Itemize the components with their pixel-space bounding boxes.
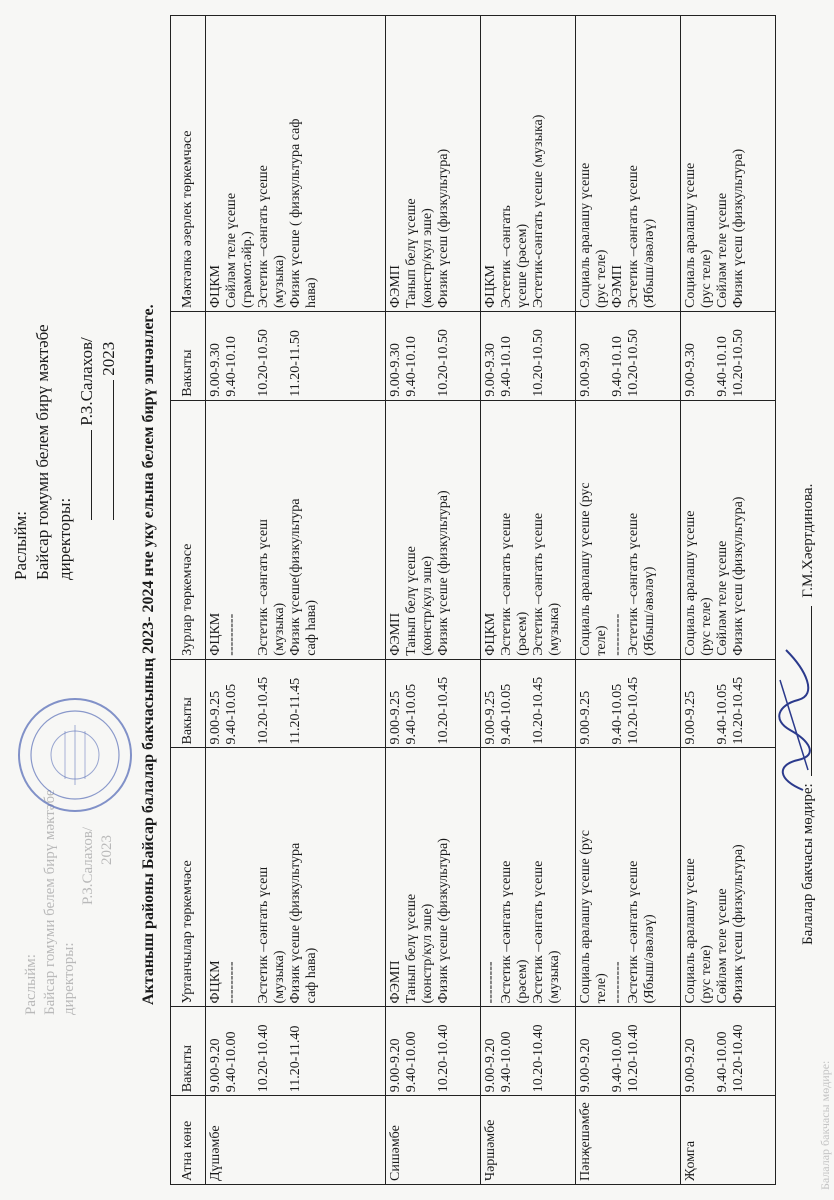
cell-line: (музыка) (272, 602, 287, 656)
cell-line (240, 1010, 256, 1092)
cell-line: 9.00-9.20 (483, 1038, 498, 1093)
cell-line: үсеше (рәсем) (515, 223, 530, 308)
cell-line: Социаль аралашу үсеше (683, 162, 698, 308)
cell-line: Эстетик –сәнгать үсеше (499, 860, 514, 1004)
day-cell: Дүшәмбе (206, 1096, 386, 1185)
cell-line: 10.20-10.40 (731, 1024, 746, 1093)
cell-line: Социаль аралашу үсеше (683, 510, 698, 656)
cell-line: 9.40-10.05 (715, 683, 730, 745)
table-header-cell: Мәктәпкә әзерлек төркемчәсе (171, 16, 206, 312)
director-name: Г.М.Хәертдинова. (800, 483, 816, 598)
cell-line: 11.20-11.40 (288, 1025, 303, 1093)
cell-line: 10.20-10.40 (531, 1024, 546, 1093)
cell-line: 9.40-10.00 (499, 1031, 514, 1093)
cell-line: Социаль аралашу үсеше (рус (578, 482, 593, 656)
cell-line: Социаль аралашу үсеше (683, 858, 698, 1004)
table-cell (386, 659, 481, 748)
faded-approval-label: Раслыйм: (23, 954, 39, 1015)
cell-line: Физик үсеше (физкультура) (436, 838, 451, 1004)
cell-line: 9.40-10.05 (224, 683, 239, 745)
cell-line: ФЭМП (610, 265, 625, 308)
table-row (681, 16, 776, 1185)
cell-line: теле) (594, 625, 609, 656)
cell-line: 10.20-10.40 (436, 1024, 451, 1093)
day-cell: Сишәмбе (386, 1096, 481, 1185)
cell-line: 9.00-9.25 (483, 690, 498, 745)
cell-line: 9.40-10.05 (404, 683, 419, 745)
cell-line (642, 1010, 658, 1092)
cell-line: 9.00-9.25 (683, 690, 698, 745)
faded-approval-line4: 2023 (99, 835, 115, 865)
cell-line: ФЦКМ (208, 265, 223, 308)
table-cell (681, 748, 776, 1007)
approval-position: директоры: (55, 497, 74, 580)
cell-line: Эстетик –сәнгать үсеш (256, 866, 271, 1004)
cell-line: 9.40-10.05 (499, 683, 514, 745)
cell-line (547, 19, 563, 308)
table-header-cell: Уртанчылар төркемчәсе (171, 748, 206, 1007)
table-header-cell: Атна көне (171, 1096, 206, 1185)
cell-line: 9.00-9.20 (683, 1038, 698, 1093)
cell-line: Эстетик –сәнгать үсеше (531, 512, 546, 656)
table-cell (481, 311, 576, 400)
cell-line (272, 315, 288, 397)
cell-line: 10.20-10.50 (436, 329, 451, 397)
cell-line (515, 315, 531, 397)
cell-line: 9.40-10.05 (610, 683, 625, 745)
cell-line: --------- (224, 961, 239, 1004)
faded-approval-line2: директоры: (61, 942, 77, 1015)
cell-line: 10.20-10.50 (531, 329, 546, 397)
cell-line: һава) (304, 277, 319, 308)
cell-line (515, 1010, 531, 1092)
cell-line: Физик үсеше (физкультура (288, 842, 303, 1004)
cell-line: (рус теле) (594, 249, 609, 308)
cell-line: 9.40-10.00 (715, 1031, 730, 1093)
cell-line: 9.00-9.20 (388, 1038, 403, 1093)
table-header-cell: Вакыты (171, 1007, 206, 1096)
table-row (386, 16, 481, 1185)
cell-line: Эстетик-сәнгать үсеше (музыка) (531, 114, 546, 308)
table-row (481, 16, 576, 1185)
cell-line (240, 751, 256, 1003)
faded-approval-line1: Байсар гомуми белем бирү мәктәбе (42, 789, 58, 1015)
cell-line: саф һава) (304, 600, 319, 656)
cell-line: 10.20-10.45 (436, 676, 451, 745)
cell-line: --------- (610, 613, 625, 656)
cell-line (547, 315, 563, 397)
cell-line: 10.20-10.50 (731, 329, 746, 397)
cell-line (642, 315, 658, 397)
schedule-table (170, 15, 776, 1185)
day-cell: Чәршәмбе (481, 1096, 576, 1185)
cell-line: 10.20-10.40 (256, 1024, 271, 1093)
cell-line: Физик үсеше (физкультура) (436, 490, 451, 656)
table-cell (481, 16, 576, 312)
official-stamp (15, 695, 135, 815)
cell-line (240, 663, 256, 745)
cell-line (272, 1010, 288, 1092)
cell-line: 9.00-9.25 (388, 690, 403, 745)
day-cell: Җомга (681, 1096, 776, 1185)
cell-line: ФЭМП (388, 265, 403, 308)
director-line (800, 484, 817, 945)
cell-line: --------- (224, 613, 239, 656)
table-cell (206, 748, 386, 1007)
approval-year: 2023 (99, 341, 118, 376)
cell-line: 10.20-10.45 (531, 676, 546, 745)
cell-line: Эстетик –сәнгать үсеше (499, 512, 514, 656)
director-label: Балалар бакчасы мөдире: (800, 783, 816, 945)
cell-line: 9.00-9.20 (578, 1038, 593, 1093)
cell-line: (Ябыш/әвәләү) (642, 914, 657, 1004)
cell-line (699, 315, 715, 397)
cell-line: Физик үсеше(физкультура (288, 498, 303, 656)
cell-line: 9.00-9.30 (578, 343, 593, 397)
table-cell (481, 400, 576, 659)
approval-label: Раслыйм: (11, 510, 30, 580)
cell-line: (музыка) (547, 602, 562, 656)
cell-line: 11.20-11.45 (288, 677, 303, 745)
faded-approval-line3: Р.З.Салахов/ (80, 826, 96, 905)
cell-line: Танып белү үсеше (404, 546, 419, 656)
approval-signature-line (76, 324, 98, 580)
table-cell (681, 311, 776, 400)
cell-line: 10.20-10.40 (626, 1024, 641, 1093)
cell-line: Эстетик –сәнгать үсеше (256, 165, 271, 308)
cell-line: (рәсем) (515, 959, 530, 1004)
cell-line: ФЦКМ (483, 265, 498, 308)
cell-line: Социаль аралашу үсеше (578, 162, 593, 308)
cell-line (699, 1010, 715, 1092)
cell-line: (констр/кул эше) (420, 903, 435, 1004)
cell-line: (музыка) (272, 255, 287, 308)
cell-line: 9.40-10.00 (404, 1031, 419, 1093)
cell-line (420, 1010, 436, 1092)
cell-line: 10.20-10.50 (626, 329, 641, 397)
cell-line: Танып белү үсеше (404, 893, 419, 1004)
approval-date-line (98, 324, 120, 580)
cell-line: Физик үсеш (физкультура) (731, 148, 746, 308)
cell-line: Сөйләм теле үсеше (715, 540, 730, 656)
cell-line (240, 404, 256, 656)
table-cell (206, 1007, 386, 1096)
cell-line: 9.40-10.10 (715, 336, 730, 397)
cell-line: (Ябыш/әвәләү) (642, 566, 657, 656)
table-cell (386, 16, 481, 312)
cell-line: 9.00-9.30 (208, 343, 223, 397)
cell-line: 9.40-10.10 (499, 336, 514, 397)
cell-line: 10.20-10.50 (256, 329, 271, 397)
faded-footer-text: Балалар бакчасы мөдире: (818, 1060, 832, 1190)
cell-line: (рус теле) (699, 249, 714, 308)
cell-line: ФЦКМ (208, 960, 223, 1004)
table-cell (576, 16, 681, 312)
cell-line: 9.40-10.10 (610, 336, 625, 397)
table-cell (681, 1007, 776, 1096)
table-cell (386, 1007, 481, 1096)
cell-line (594, 315, 610, 397)
cell-line (594, 1010, 610, 1092)
table-cell (386, 400, 481, 659)
cell-line: (грамот.әйр.) (240, 231, 255, 308)
cell-line: 9.00-9.30 (483, 343, 498, 397)
cell-line: Эстетик –сәнгать үсеше (626, 860, 641, 1004)
cell-line: Сөйләм теле үсеше (715, 888, 730, 1004)
cell-line: (рәсем) (515, 611, 530, 656)
cell-line (240, 315, 256, 397)
table-row (206, 16, 386, 1185)
cell-line: ФЦКМ (483, 612, 498, 656)
cell-line: (рус теле) (699, 597, 714, 656)
cell-line: 9.40-10.10 (224, 336, 239, 397)
cell-line: Физик үсеш (физкультура) (731, 496, 746, 656)
day-cell: Пәнҗешәмбе (576, 1096, 681, 1185)
cell-line (420, 315, 436, 397)
cell-line: Физик үсеш (физкультура) (436, 148, 451, 308)
table-cell (386, 748, 481, 1007)
cell-line: Эстетик –сәнгать үсеше (626, 165, 641, 308)
table-cell (576, 400, 681, 659)
cell-line: (рус теле) (699, 945, 714, 1004)
cell-line (547, 1010, 563, 1092)
document-title: Актаныш районы Байсар балалар бакчасының 2023- 2024 нче уку елына белем бирү эшчәнлеге. (140, 304, 157, 1005)
cell-line: 10.20-10.45 (731, 676, 746, 745)
cell-line: теле) (594, 973, 609, 1004)
cell-line: Сөйләм теле үсеше (224, 192, 239, 308)
table-header-cell: Вакыты (171, 311, 206, 400)
table-cell (206, 311, 386, 400)
cell-line (515, 663, 531, 745)
cell-line: 10.20-10.45 (256, 676, 271, 745)
director-blank (811, 606, 812, 776)
cell-line: (музыка) (547, 950, 562, 1004)
table-cell (206, 400, 386, 659)
table-cell (681, 16, 776, 312)
cell-line: Сөйләм теле үсеше (715, 192, 730, 308)
approval-block (10, 324, 120, 580)
cell-line: 9.40-10.00 (224, 1031, 239, 1093)
table-cell (681, 659, 776, 748)
approval-signature-name: Р.З.Салахов/ (77, 337, 96, 426)
cell-line: 10.20-10.45 (626, 676, 641, 745)
approval-school: Байсар гомуми белем бирү мәктәбе (33, 324, 52, 580)
cell-line: 9.00-9.30 (683, 343, 698, 397)
cell-line (272, 663, 288, 745)
cell-line: --------- (483, 961, 498, 1004)
table-cell (481, 659, 576, 748)
schedule-table-wrap (170, 15, 776, 1185)
table-cell (576, 1007, 681, 1096)
table-cell (681, 400, 776, 659)
cell-line: (музыка) (272, 950, 287, 1004)
table-cell (481, 748, 576, 1007)
cell-line: Эстетик –сәнгать үсеш (256, 519, 271, 656)
table-row (576, 16, 681, 1185)
cell-line: 9.00-9.20 (208, 1038, 223, 1093)
cell-line: 9.00-9.25 (578, 690, 593, 745)
cell-line: (констр/кул эше) (420, 555, 435, 656)
cell-line: саф һава) (304, 947, 319, 1004)
cell-line: Эстетик –сәнгать үсеше (626, 512, 641, 656)
cell-line (594, 663, 610, 745)
cell-line: (констр/кул эше) (420, 208, 435, 308)
table-cell (576, 311, 681, 400)
table-cell (481, 1007, 576, 1096)
cell-line (304, 1010, 320, 1092)
table-cell (576, 748, 681, 1007)
cell-line (304, 315, 320, 397)
table-cell (386, 311, 481, 400)
cell-line: 9.00-9.30 (388, 343, 403, 397)
cell-line: Эстетик –сәнгать үсеше (531, 860, 546, 1004)
table-header-cell: Зурлар төркемчәсе (171, 400, 206, 659)
cell-line: 9.40-10.00 (610, 1031, 625, 1093)
table-cell (206, 16, 386, 312)
cell-line: Физик үсеше ( физкультура саф (288, 118, 303, 308)
cell-line: 9.00-9.25 (208, 690, 223, 745)
table-body (206, 16, 776, 1185)
cell-line (699, 663, 715, 745)
cell-line: ФЭМП (388, 960, 403, 1004)
cell-line (642, 663, 658, 745)
cell-line: Социаль аралашу үсеше (рус (578, 830, 593, 1004)
cell-line: Эстетик –сәнгать (499, 205, 514, 308)
cell-line: --------- (610, 961, 625, 1004)
cell-line (547, 663, 563, 745)
table-header-cell: Вакыты (171, 659, 206, 748)
cell-line: Танып белү үсеше (404, 198, 419, 308)
cell-line: 9.40-10.10 (404, 336, 419, 397)
cell-line: (Ябыш/әвәләү) (642, 218, 657, 308)
cell-line: 11.20-11.50 (288, 330, 303, 397)
table-cell (206, 659, 386, 748)
cell-line (304, 663, 320, 745)
cell-line (420, 663, 436, 745)
faded-approval-block (22, 789, 117, 1015)
table-header-row (171, 16, 206, 1185)
cell-line: ФЦКМ (208, 612, 223, 656)
cell-line: ФЭМП (388, 612, 403, 656)
cell-line: Физик үсеш (физкультура) (731, 844, 746, 1004)
table-cell (576, 659, 681, 748)
